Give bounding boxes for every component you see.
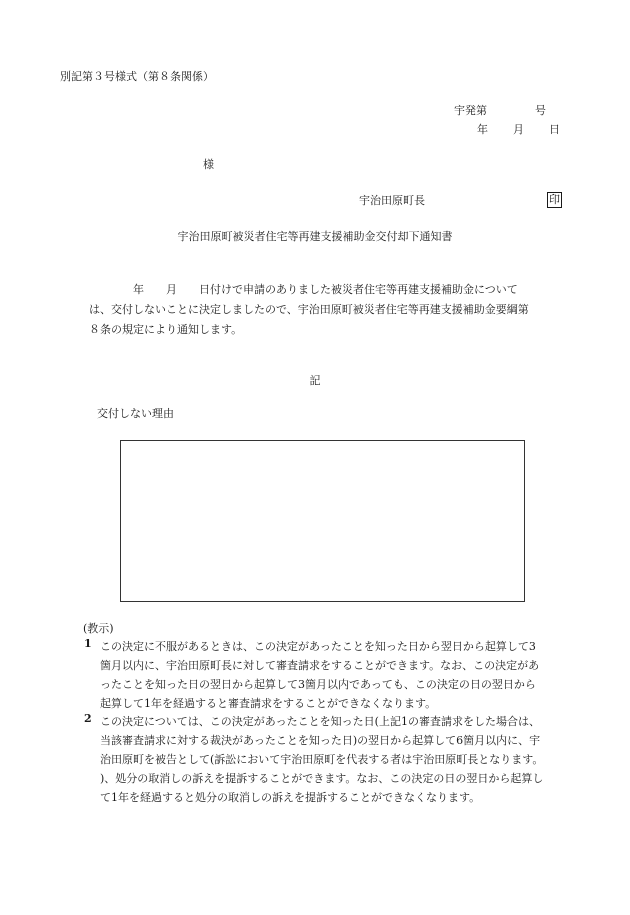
date-year: 年 — [477, 123, 488, 136]
document-number — [454, 104, 546, 117]
document-number-suffix: 号 — [535, 104, 546, 117]
reason-label: 交付しない理由 — [97, 407, 174, 420]
addressee-suffix: 様 — [203, 158, 214, 171]
body-line: 年 月 日付けで申請のありました被災者住宅等再建支援補助金について — [89, 283, 518, 296]
notice-number: 2 — [84, 712, 92, 725]
notice-line: ったことを知った日の翌日から起算して3箇月以内であっても、この決定の日の翌日から — [100, 678, 536, 691]
issuer-name: 宇治田原町長 — [359, 194, 425, 207]
notice-line: )、処分の取消しの訴えを提訴することができます。なお、この決定の日の翌日から起算し — [100, 772, 544, 785]
notice-number: 1 — [84, 637, 92, 650]
notice-item — [84, 712, 566, 807]
date-month: 月 — [513, 123, 524, 136]
reason-box — [120, 440, 525, 602]
issue-date — [477, 123, 560, 136]
date-day: 日 — [549, 123, 560, 136]
notice-line: この決定については、この決定があったことを知った日(上記1の審査請求をした場合は、 — [100, 715, 540, 728]
body-paragraph — [89, 280, 567, 340]
notice-line: この決定に不服があるときは、この決定があったことを知った日から翌日から起算して3 — [100, 640, 536, 653]
notice-heading: (教示) — [83, 622, 114, 635]
notice-line: 当該審査請求に対する裁決があったことを知った日)の翌日から起算して6箇月以内に、宇 — [100, 734, 541, 747]
notice-line: 箇月以内に、宇治田原町長に対して審査請求をすることができます。なお、この決定があ — [100, 659, 540, 672]
document-number-prefix: 宇発第 — [454, 104, 487, 117]
body-line: は、交付しないことに決定しましたので、宇治田原町被災者住宅等再建支援補助金要綱第 — [89, 303, 529, 316]
body-line: ８条の規定により通知します。 — [89, 323, 243, 336]
notice-line: 治田原町を被告として(訴訟において宇治田原町を代表する者は宇治田原町長となります。 — [100, 753, 544, 766]
form-label: 別記第３号様式（第８条関係） — [60, 70, 214, 83]
notice-line: て1年を経過すると処分の取消しの訴えを提訴することができなくなります。 — [100, 791, 481, 804]
document-title: 宇治田原町被災者住宅等再建支援補助金交付却下通知書 — [177, 230, 453, 243]
seal-box: 印 — [549, 193, 560, 206]
notice-line: 起算して1年を経過すると審査請求をすることができなくなります。 — [100, 697, 437, 710]
ki-heading: 記 — [309, 374, 321, 387]
notice-item — [84, 637, 566, 713]
